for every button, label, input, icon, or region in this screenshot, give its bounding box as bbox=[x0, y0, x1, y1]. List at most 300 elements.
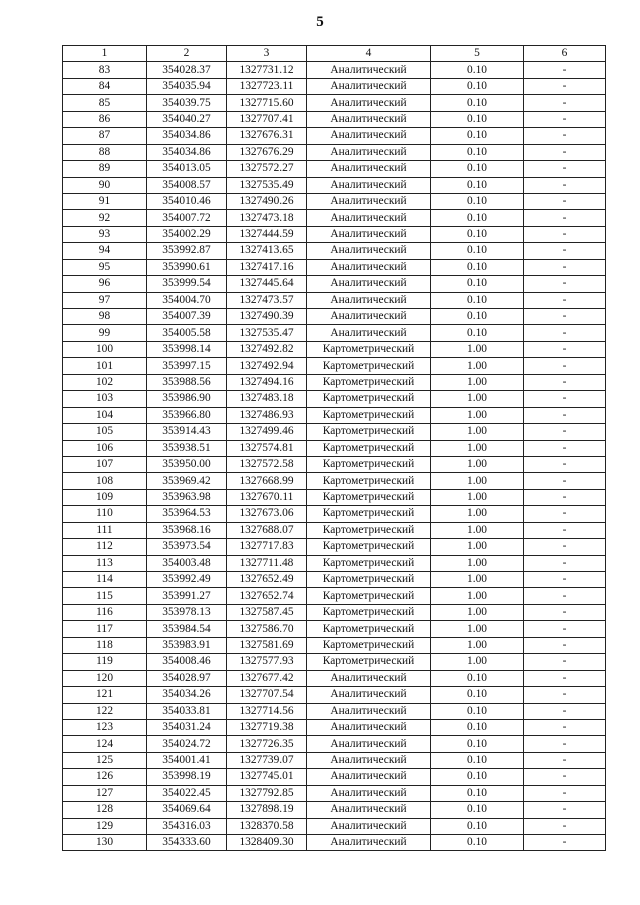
table-cell: Картометрический bbox=[307, 637, 431, 653]
table-cell: 97 bbox=[63, 292, 147, 308]
table-cell: - bbox=[524, 835, 606, 851]
table-cell: 354022.45 bbox=[147, 785, 227, 801]
table-cell: 354008.57 bbox=[147, 177, 227, 193]
table-cell: Аналитический bbox=[307, 785, 431, 801]
table-row bbox=[63, 144, 606, 160]
table-cell: 0.10 bbox=[431, 276, 524, 292]
table-cell: 1327668.99 bbox=[227, 473, 307, 489]
table-cell: 353988.56 bbox=[147, 374, 227, 390]
table-cell: - bbox=[524, 177, 606, 193]
table-cell: 88 bbox=[63, 144, 147, 160]
table-cell: 1327413.65 bbox=[227, 243, 307, 259]
table-cell: 354069.64 bbox=[147, 802, 227, 818]
table-cell: Аналитический bbox=[307, 719, 431, 735]
table-cell: 1.00 bbox=[431, 621, 524, 637]
table-cell: Аналитический bbox=[307, 769, 431, 785]
table-cell: Аналитический bbox=[307, 177, 431, 193]
table-cell: 353969.42 bbox=[147, 473, 227, 489]
table-cell: 353968.16 bbox=[147, 522, 227, 538]
table-cell: 1327490.26 bbox=[227, 193, 307, 209]
table-row bbox=[63, 522, 606, 538]
table-cell: 354031.24 bbox=[147, 719, 227, 735]
table-row bbox=[63, 489, 606, 505]
table-cell: 0.10 bbox=[431, 703, 524, 719]
table-cell: 0.10 bbox=[431, 785, 524, 801]
table-cell: 113 bbox=[63, 555, 147, 571]
table-cell: 123 bbox=[63, 719, 147, 735]
table-cell: 96 bbox=[63, 276, 147, 292]
table-row bbox=[63, 226, 606, 242]
table-cell: 0.10 bbox=[431, 769, 524, 785]
table-cell: 0.10 bbox=[431, 309, 524, 325]
table-cell: 1.00 bbox=[431, 588, 524, 604]
column-header: 3 bbox=[227, 46, 307, 62]
table-cell: 0.10 bbox=[431, 210, 524, 226]
table-cell: 1.00 bbox=[431, 604, 524, 620]
table-cell: 353978.13 bbox=[147, 604, 227, 620]
table-cell: 353984.54 bbox=[147, 621, 227, 637]
table-cell: 111 bbox=[63, 522, 147, 538]
table-cell: 0.10 bbox=[431, 161, 524, 177]
table-cell: 1327707.41 bbox=[227, 111, 307, 127]
table-cell: 1327492.82 bbox=[227, 341, 307, 357]
table-cell: 95 bbox=[63, 259, 147, 275]
table-cell: 354007.39 bbox=[147, 309, 227, 325]
table-cell: 125 bbox=[63, 752, 147, 768]
table-cell: Аналитический bbox=[307, 78, 431, 94]
table-cell: - bbox=[524, 588, 606, 604]
table-cell: - bbox=[524, 111, 606, 127]
table-cell: Картометрический bbox=[307, 391, 431, 407]
table-cell: - bbox=[524, 358, 606, 374]
table-cell: 89 bbox=[63, 161, 147, 177]
table-cell: 1327473.18 bbox=[227, 210, 307, 226]
table-cell: - bbox=[524, 818, 606, 834]
table-cell: 353998.19 bbox=[147, 769, 227, 785]
table-cell: 121 bbox=[63, 687, 147, 703]
table-cell: - bbox=[524, 144, 606, 160]
table-cell: 1327739.07 bbox=[227, 752, 307, 768]
table-cell: - bbox=[524, 687, 606, 703]
table-cell: 99 bbox=[63, 325, 147, 341]
table-cell: 1.00 bbox=[431, 572, 524, 588]
table-row bbox=[63, 506, 606, 522]
table-row bbox=[63, 210, 606, 226]
table-row bbox=[63, 161, 606, 177]
table-cell: 101 bbox=[63, 358, 147, 374]
column-header: 1 bbox=[63, 46, 147, 62]
table-row bbox=[63, 703, 606, 719]
table-cell: 109 bbox=[63, 489, 147, 505]
table-cell: 353914.43 bbox=[147, 424, 227, 440]
table-cell: 127 bbox=[63, 785, 147, 801]
table-cell: 0.10 bbox=[431, 835, 524, 851]
table-cell: 126 bbox=[63, 769, 147, 785]
table-row bbox=[63, 785, 606, 801]
table-cell: - bbox=[524, 440, 606, 456]
table-cell: - bbox=[524, 259, 606, 275]
table-cell: 354024.72 bbox=[147, 736, 227, 752]
column-header: 6 bbox=[524, 46, 606, 62]
table-cell: - bbox=[524, 128, 606, 144]
table-cell: 122 bbox=[63, 703, 147, 719]
table-row bbox=[63, 604, 606, 620]
coordinates-table bbox=[62, 45, 606, 851]
table-cell: 353966.80 bbox=[147, 407, 227, 423]
table-cell: Картометрический bbox=[307, 341, 431, 357]
table-cell: 1327673.06 bbox=[227, 506, 307, 522]
table-cell: 1.00 bbox=[431, 489, 524, 505]
table-cell: 86 bbox=[63, 111, 147, 127]
table-cell: Картометрический bbox=[307, 506, 431, 522]
table-cell: 108 bbox=[63, 473, 147, 489]
table-cell: 1.00 bbox=[431, 358, 524, 374]
table-row bbox=[63, 769, 606, 785]
table-cell: 130 bbox=[63, 835, 147, 851]
table-cell: Аналитический bbox=[307, 95, 431, 111]
table-cell: 354028.97 bbox=[147, 670, 227, 686]
table-cell: Картометрический bbox=[307, 489, 431, 505]
table-cell: - bbox=[524, 489, 606, 505]
table-cell: 354003.48 bbox=[147, 555, 227, 571]
table-cell: 0.10 bbox=[431, 292, 524, 308]
table-cell: 0.10 bbox=[431, 193, 524, 209]
table-cell: - bbox=[524, 78, 606, 94]
table-cell: 1327707.54 bbox=[227, 687, 307, 703]
table-cell: 353964.53 bbox=[147, 506, 227, 522]
table-cell: Картометрический bbox=[307, 621, 431, 637]
table-cell: - bbox=[524, 604, 606, 620]
table-cell: Аналитический bbox=[307, 325, 431, 341]
table-row bbox=[63, 555, 606, 571]
table-row bbox=[63, 95, 606, 111]
page-number: 5 bbox=[316, 14, 324, 30]
table-cell: - bbox=[524, 374, 606, 390]
table-cell: Аналитический bbox=[307, 111, 431, 127]
table-cell: 119 bbox=[63, 654, 147, 670]
table-cell: 1327586.70 bbox=[227, 621, 307, 637]
table-cell: 1327652.74 bbox=[227, 588, 307, 604]
table-cell: 0.10 bbox=[431, 62, 524, 78]
table-cell: Картометрический bbox=[307, 572, 431, 588]
table-cell: 0.10 bbox=[431, 128, 524, 144]
table-cell: Аналитический bbox=[307, 161, 431, 177]
table-cell: - bbox=[524, 719, 606, 735]
table-cell: Аналитический bbox=[307, 226, 431, 242]
table-row bbox=[63, 128, 606, 144]
table-cell: 0.10 bbox=[431, 259, 524, 275]
column-header: 5 bbox=[431, 46, 524, 62]
table-cell: 1327490.39 bbox=[227, 309, 307, 325]
table-cell: - bbox=[524, 802, 606, 818]
table-cell: 0.10 bbox=[431, 325, 524, 341]
table-cell: - bbox=[524, 391, 606, 407]
table-cell: 353938.51 bbox=[147, 440, 227, 456]
table-cell: - bbox=[524, 407, 606, 423]
table-cell: Аналитический bbox=[307, 144, 431, 160]
table-cell: 353997.15 bbox=[147, 358, 227, 374]
table-cell: 0.10 bbox=[431, 243, 524, 259]
table-cell: - bbox=[524, 424, 606, 440]
table-cell: 354333.60 bbox=[147, 835, 227, 851]
table-cell: 354002.29 bbox=[147, 226, 227, 242]
table-cell: 1327587.45 bbox=[227, 604, 307, 620]
table-cell: 1327486.93 bbox=[227, 407, 307, 423]
table-cell: Аналитический bbox=[307, 752, 431, 768]
table-cell: Картометрический bbox=[307, 456, 431, 472]
table-cell: 110 bbox=[63, 506, 147, 522]
table-cell: 353986.90 bbox=[147, 391, 227, 407]
table-cell: - bbox=[524, 309, 606, 325]
table-cell: 353950.00 bbox=[147, 456, 227, 472]
table-cell: 0.10 bbox=[431, 78, 524, 94]
table-cell: Картометрический bbox=[307, 555, 431, 571]
table-cell: 0.10 bbox=[431, 111, 524, 127]
table-cell: 90 bbox=[63, 177, 147, 193]
table-cell: - bbox=[524, 325, 606, 341]
table-cell: Картометрический bbox=[307, 407, 431, 423]
table-cell: Картометрический bbox=[307, 473, 431, 489]
table-cell: Картометрический bbox=[307, 522, 431, 538]
table-cell: 1327483.18 bbox=[227, 391, 307, 407]
table-cell: 353963.98 bbox=[147, 489, 227, 505]
table-cell: 354010.46 bbox=[147, 193, 227, 209]
table-cell: 106 bbox=[63, 440, 147, 456]
table-cell: Аналитический bbox=[307, 292, 431, 308]
table-cell: Аналитический bbox=[307, 703, 431, 719]
table-cell: Картометрический bbox=[307, 358, 431, 374]
table-cell: 1.00 bbox=[431, 424, 524, 440]
table-cell: 1327445.64 bbox=[227, 276, 307, 292]
table-cell: 353992.49 bbox=[147, 572, 227, 588]
table-cell: 103 bbox=[63, 391, 147, 407]
table-row bbox=[63, 588, 606, 604]
table-row bbox=[63, 374, 606, 390]
table-cell: 354040.27 bbox=[147, 111, 227, 127]
table-row bbox=[63, 818, 606, 834]
table-cell: 116 bbox=[63, 604, 147, 620]
table-cell: - bbox=[524, 292, 606, 308]
table-cell: 1327731.12 bbox=[227, 62, 307, 78]
table-cell: Аналитический bbox=[307, 736, 431, 752]
table-cell: 128 bbox=[63, 802, 147, 818]
table-cell: 114 bbox=[63, 572, 147, 588]
table-cell: 1327677.42 bbox=[227, 670, 307, 686]
table-cell: 93 bbox=[63, 226, 147, 242]
table-cell: 1.00 bbox=[431, 341, 524, 357]
table-cell: - bbox=[524, 226, 606, 242]
table-row bbox=[63, 736, 606, 752]
table-cell: 1327711.48 bbox=[227, 555, 307, 571]
table-cell: Аналитический bbox=[307, 276, 431, 292]
table-cell: 1.00 bbox=[431, 555, 524, 571]
table-cell: Аналитический bbox=[307, 835, 431, 851]
table-cell: 1327719.38 bbox=[227, 719, 307, 735]
table-row bbox=[63, 637, 606, 653]
column-header: 2 bbox=[147, 46, 227, 62]
table-cell: 0.10 bbox=[431, 687, 524, 703]
table-cell: 1327717.83 bbox=[227, 539, 307, 555]
table-cell: - bbox=[524, 555, 606, 571]
table-cell: Картометрический bbox=[307, 374, 431, 390]
table-cell: 353983.91 bbox=[147, 637, 227, 653]
table-cell: 1.00 bbox=[431, 374, 524, 390]
table-row bbox=[63, 111, 606, 127]
table-cell: 0.10 bbox=[431, 802, 524, 818]
table-cell: 1328370.58 bbox=[227, 818, 307, 834]
table-row bbox=[63, 309, 606, 325]
table-cell: Аналитический bbox=[307, 802, 431, 818]
table-row bbox=[63, 276, 606, 292]
table-cell: 1.00 bbox=[431, 539, 524, 555]
table-cell: 0.10 bbox=[431, 736, 524, 752]
table-row bbox=[63, 259, 606, 275]
table-cell: Аналитический bbox=[307, 243, 431, 259]
table-cell: 1.00 bbox=[431, 654, 524, 670]
table-cell: Аналитический bbox=[307, 210, 431, 226]
table-row bbox=[63, 177, 606, 193]
table-cell: 0.10 bbox=[431, 177, 524, 193]
table-cell: 1327494.16 bbox=[227, 374, 307, 390]
table-cell: 0.10 bbox=[431, 226, 524, 242]
table-cell: 1.00 bbox=[431, 473, 524, 489]
table-cell: 1327572.27 bbox=[227, 161, 307, 177]
table-cell: Аналитический bbox=[307, 193, 431, 209]
table-row bbox=[63, 62, 606, 78]
table-cell: 1327715.60 bbox=[227, 95, 307, 111]
table-cell: Картометрический bbox=[307, 588, 431, 604]
table-cell: Аналитический bbox=[307, 670, 431, 686]
table-row bbox=[63, 391, 606, 407]
table-cell: 1327676.31 bbox=[227, 128, 307, 144]
table-cell: Аналитический bbox=[307, 818, 431, 834]
table-cell: 354039.75 bbox=[147, 95, 227, 111]
table-row bbox=[63, 687, 606, 703]
table-cell: - bbox=[524, 637, 606, 653]
table-cell: - bbox=[524, 456, 606, 472]
table-cell: 1.00 bbox=[431, 391, 524, 407]
table-row bbox=[63, 621, 606, 637]
table-cell: 354035.94 bbox=[147, 78, 227, 94]
table-cell: 87 bbox=[63, 128, 147, 144]
table-row bbox=[63, 325, 606, 341]
table-cell: 1327792.85 bbox=[227, 785, 307, 801]
table-cell: 129 bbox=[63, 818, 147, 834]
table-cell: 118 bbox=[63, 637, 147, 653]
table-cell: 353992.87 bbox=[147, 243, 227, 259]
table-cell: Аналитический bbox=[307, 687, 431, 703]
table-cell: 91 bbox=[63, 193, 147, 209]
table-cell: - bbox=[524, 473, 606, 489]
table-cell: 1327726.35 bbox=[227, 736, 307, 752]
table-cell: - bbox=[524, 736, 606, 752]
table-cell: 1327535.47 bbox=[227, 325, 307, 341]
table-cell: 1.00 bbox=[431, 506, 524, 522]
table-cell: 353999.54 bbox=[147, 276, 227, 292]
table-row bbox=[63, 407, 606, 423]
table-row bbox=[63, 572, 606, 588]
table-row bbox=[63, 835, 606, 851]
table-cell: 0.10 bbox=[431, 752, 524, 768]
table-row bbox=[63, 440, 606, 456]
table-cell: 0.10 bbox=[431, 818, 524, 834]
table-cell: 112 bbox=[63, 539, 147, 555]
table-cell: Аналитический bbox=[307, 259, 431, 275]
table-cell: - bbox=[524, 670, 606, 686]
table-cell: 1327745.01 bbox=[227, 769, 307, 785]
table-cell: 1327723.11 bbox=[227, 78, 307, 94]
table-row bbox=[63, 670, 606, 686]
table-cell: 1327535.49 bbox=[227, 177, 307, 193]
table-cell: Аналитический bbox=[307, 62, 431, 78]
table-cell: 354008.46 bbox=[147, 654, 227, 670]
table-cell: 1.00 bbox=[431, 407, 524, 423]
table-cell: - bbox=[524, 276, 606, 292]
table-cell: 354005.58 bbox=[147, 325, 227, 341]
table-cell: 354034.86 bbox=[147, 128, 227, 144]
table-cell: 1327577.93 bbox=[227, 654, 307, 670]
table-cell: - bbox=[524, 522, 606, 538]
table-cell: 98 bbox=[63, 309, 147, 325]
table-cell: 353991.27 bbox=[147, 588, 227, 604]
table-cell: 0.10 bbox=[431, 670, 524, 686]
table-cell: - bbox=[524, 752, 606, 768]
table-cell: 1.00 bbox=[431, 522, 524, 538]
table-cell: - bbox=[524, 539, 606, 555]
table-cell: 1327676.29 bbox=[227, 144, 307, 160]
table-cell: 1327473.57 bbox=[227, 292, 307, 308]
table-cell: 1327572.58 bbox=[227, 456, 307, 472]
table-cell: 107 bbox=[63, 456, 147, 472]
table-cell: 102 bbox=[63, 374, 147, 390]
table-cell: Картометрический bbox=[307, 654, 431, 670]
table-cell: 124 bbox=[63, 736, 147, 752]
table-cell: 1327417.16 bbox=[227, 259, 307, 275]
table-cell: 354316.03 bbox=[147, 818, 227, 834]
table-cell: 1328409.30 bbox=[227, 835, 307, 851]
table-cell: 85 bbox=[63, 95, 147, 111]
table-cell: 1327688.07 bbox=[227, 522, 307, 538]
table-cell: - bbox=[524, 161, 606, 177]
table-cell: 0.10 bbox=[431, 95, 524, 111]
table-row bbox=[63, 802, 606, 818]
table-cell: 1.00 bbox=[431, 456, 524, 472]
table-cell: - bbox=[524, 785, 606, 801]
table-cell: - bbox=[524, 572, 606, 588]
table-cell: 1327574.81 bbox=[227, 440, 307, 456]
table-cell: 84 bbox=[63, 78, 147, 94]
table-cell: 92 bbox=[63, 210, 147, 226]
table-cell: - bbox=[524, 62, 606, 78]
table-cell: - bbox=[524, 506, 606, 522]
table-cell: - bbox=[524, 341, 606, 357]
table-row bbox=[63, 719, 606, 735]
table-cell: - bbox=[524, 243, 606, 259]
table-cell: 1327898.19 bbox=[227, 802, 307, 818]
table-cell: 83 bbox=[63, 62, 147, 78]
table-cell: 120 bbox=[63, 670, 147, 686]
table-cell: 1.00 bbox=[431, 440, 524, 456]
table-row bbox=[63, 193, 606, 209]
table-cell: - bbox=[524, 654, 606, 670]
table-cell: Картометрический bbox=[307, 440, 431, 456]
table-cell: 353990.61 bbox=[147, 259, 227, 275]
column-header: 4 bbox=[307, 46, 431, 62]
table-cell: - bbox=[524, 621, 606, 637]
table-cell: 354007.72 bbox=[147, 210, 227, 226]
table-cell: - bbox=[524, 210, 606, 226]
table-cell: 1327581.69 bbox=[227, 637, 307, 653]
